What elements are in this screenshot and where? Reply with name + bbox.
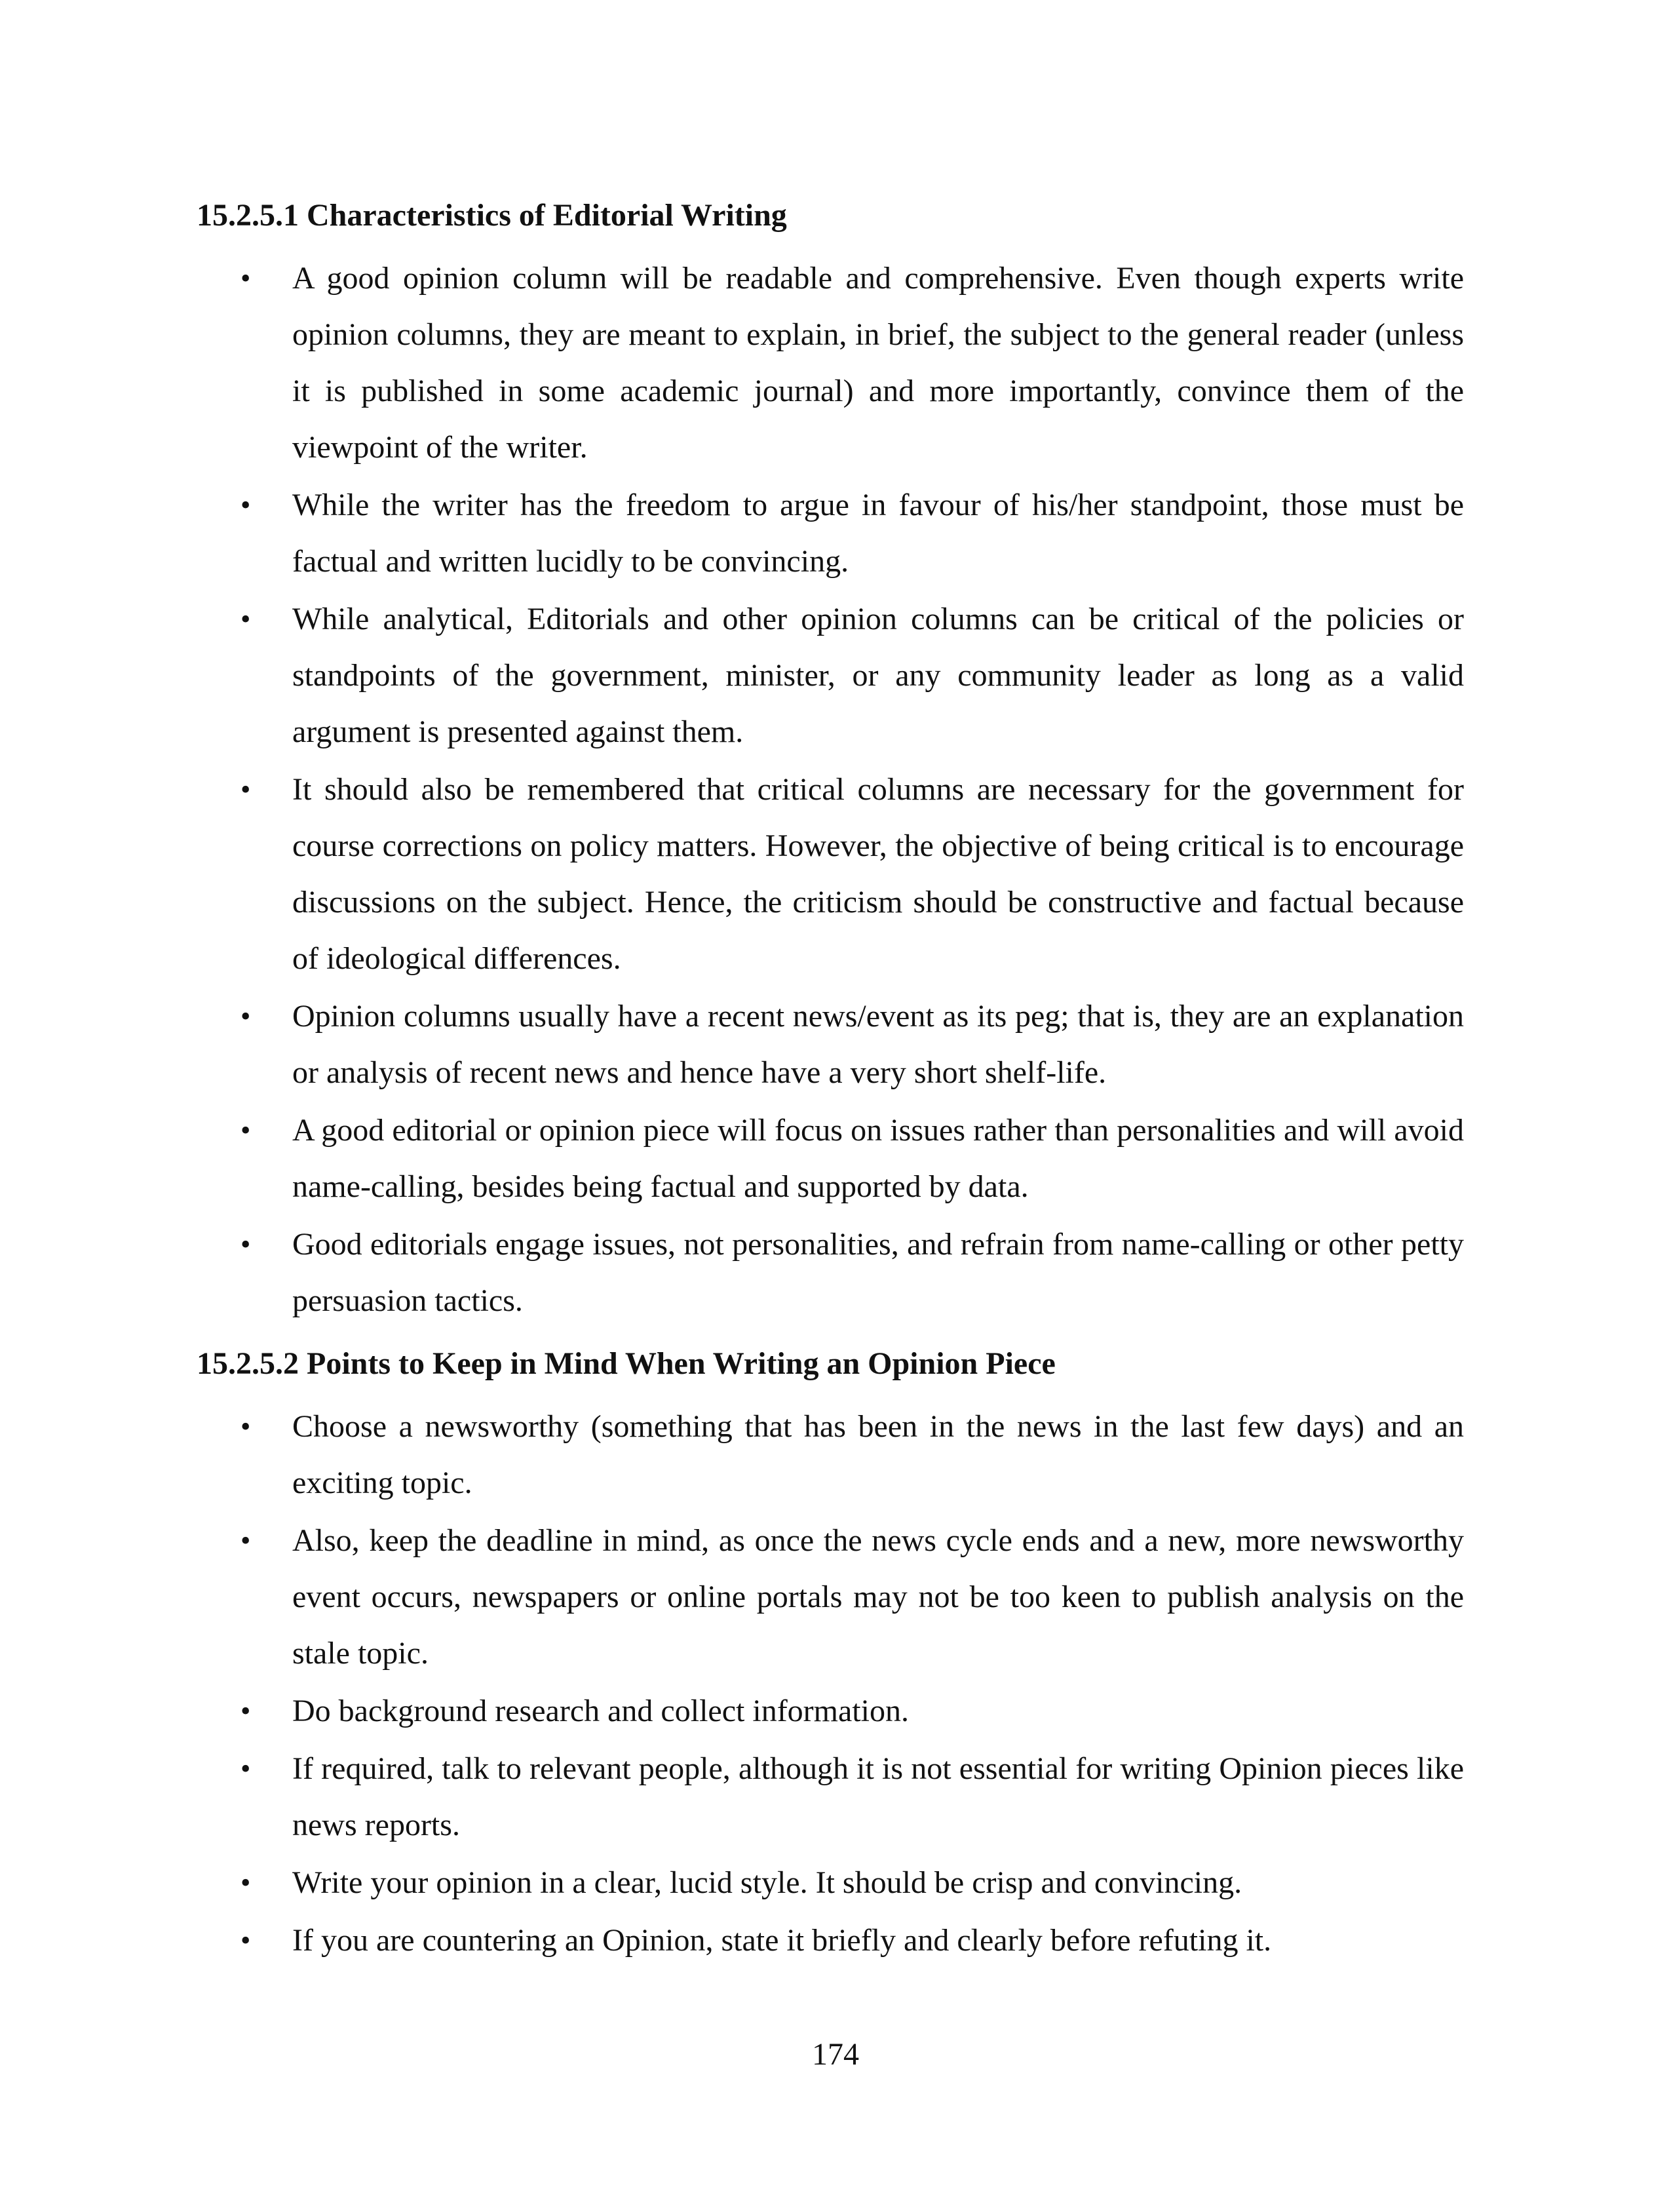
bullet-icon: • [240,1867,251,1899]
list-item-text: A good editorial or opinion piece will focus on issues rather than personalities and will avoid name-calling, besides being factual and supported by data. [292,1113,1464,1204]
list-item-text: Write your opinion in a clear, lucid style. It should be crisp and convincing. [292,1865,1242,1900]
section-heading-points-to-keep-in-mind: 15.2.5.2 Points to Keep in Mind When Writing an Opinion Piece [197,1346,1056,1381]
bullet-icon: • [240,1410,251,1443]
list-item [197,988,1464,1101]
list-item [197,591,1464,760]
bullet-icon: • [240,489,251,521]
list-item-text: While analytical, Editorials and other opinion columns can be critical of the policies or standpoints of the government, minister, or any community leader as long as a valid argument is presented against them. [292,602,1464,749]
list-item [197,1216,1464,1329]
bullet-icon: • [240,262,251,294]
bullet-icon: • [240,1924,251,1956]
page-number: 174 [812,2037,859,2072]
bullet-icon: • [240,1228,251,1260]
list-item [197,250,1464,476]
list-item-text: Opinion columns usually have a recent news/event as its peg; that is, they are an explanation or analysis of recent news and hence have a very short shelf-life. [292,999,1464,1090]
section-heading-characteristics: 15.2.5.1 Characteristics of Editorial Writing [197,198,787,233]
list-item-text: If required, talk to relevant people, although it is not essential for writing Opinion pieces like news reports. [292,1751,1464,1842]
list-item [197,762,1464,987]
bullet-icon: • [240,1114,251,1146]
list-item [197,1102,1464,1215]
bullet-icon: • [240,1524,251,1557]
bullet-icon: • [240,773,251,805]
list-item [197,1855,1464,1911]
points-list [197,1399,1464,1969]
characteristics-list [197,250,1464,1329]
list-item [197,1683,1464,1739]
list-item-text: Good editorials engage issues, not personalities, and refrain from name-calling or other petty persuasion tactics. [292,1227,1464,1318]
bullet-icon: • [240,1000,251,1032]
list-item [197,1513,1464,1682]
list-item-text: A good opinion column will be readable and comprehensive. Even though experts write opinion columns, they are meant to explain, in brief, the subject to the general reader (unless it is published in some academic journal) and more importantly, convince them of the viewpoint of the writer. [292,261,1464,465]
list-item-text: Also, keep the deadline in mind, as once the news cycle ends and a new, more newsworthy event occurs, newspapers or online portals may not be too keen to publish analysis on the stale topic. [292,1523,1464,1671]
bullet-icon: • [240,1753,251,1785]
list-item [197,1399,1464,1511]
bullet-icon: • [240,603,251,635]
list-item-text: If you are countering an Opinion, state it briefly and clearly before refuting it. [292,1923,1272,1958]
bullet-icon: • [240,1695,251,1727]
list-item [197,1741,1464,1853]
list-item [197,1912,1464,1969]
list-item-text: It should also be remembered that critical columns are necessary for the government for course corrections on policy matters. However, the objective of being critical is to encourage discussions on the subject. Hence, the criticism should be constructive and factual because of ideological differences. [292,772,1464,976]
list-item [197,477,1464,590]
page-content [197,194,1464,1982]
list-item-text: While the writer has the freedom to argue in favour of his/her standpoint, those must be factual and written lucidly to be convincing. [292,488,1464,579]
list-item-text: Do background research and collect information. [292,1694,909,1728]
list-item-text: Choose a newsworthy (something that has been in the news in the last few days) and an exciting topic. [292,1409,1464,1500]
